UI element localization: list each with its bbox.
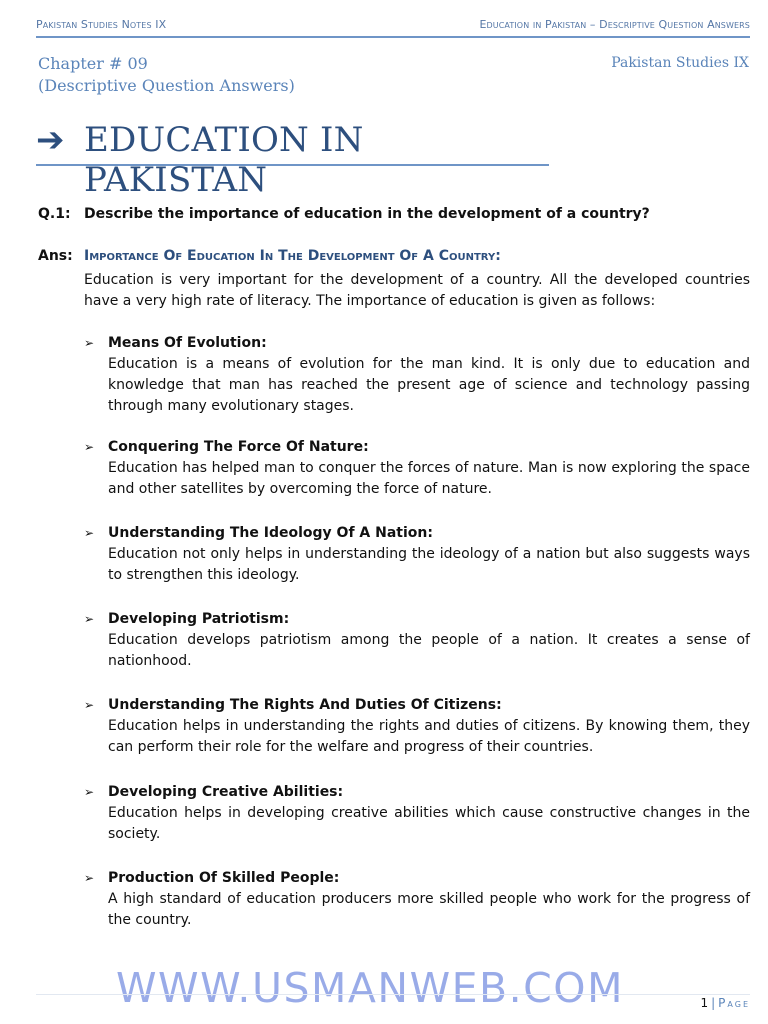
question-text: Describe the importance of education in the development of a country? (84, 206, 650, 222)
subject-label: Pakistan Studies IX (611, 55, 749, 71)
page-separator: | (711, 996, 716, 1010)
bullet-arrow-icon: ➢ (84, 612, 95, 626)
chapter-block (38, 53, 295, 97)
page-title: EDUCATION IN PAKISTAN (84, 120, 364, 200)
header-right-text: Education in Pakistan – Descriptive Question Answers (479, 18, 750, 31)
bullet-arrow-icon: ➢ (84, 785, 95, 799)
footer-divider (36, 994, 750, 995)
point-title: Conquering The Force Of Nature: (108, 439, 369, 455)
point-title: Production Of Skilled People: (108, 870, 340, 886)
watermark: WWW.USMANWEB.COM (116, 964, 624, 1012)
bullet-arrow-icon: ➢ (84, 440, 95, 454)
page-number (700, 996, 750, 1010)
point-text: A high standard of education producers more skilled people who work for the progress of the country. (108, 891, 750, 928)
point-title: Understanding The Rights And Duties Of Citizens: (108, 697, 502, 713)
header-left-text: Pakistan Studies Notes IX (36, 18, 167, 31)
page-label: Page (718, 996, 750, 1010)
chapter-subtitle: (Descriptive Question Answers) (38, 76, 295, 95)
answer-intro: Education is very important for the development of a country. All the developed countries have a very high rate of literacy. The importance of education is given as follows: (84, 272, 750, 309)
chapter-number: Chapter # 09 (38, 54, 148, 73)
point-title: Understanding The Ideology Of A Nation: (108, 525, 433, 541)
bullet-arrow-icon: ➢ (84, 698, 95, 712)
point-text: Education helps in understanding the rights and duties of citizens. By knowing them, they can perform their role for the welfare and progress of their countries. (108, 718, 750, 755)
bullet-arrow-icon: ➢ (84, 336, 95, 350)
point-title: Developing Creative Abilities: (108, 784, 344, 800)
bullet-arrow-icon: ➢ (84, 871, 95, 885)
question-label: Q.1: (38, 206, 71, 222)
point-title: Developing Patriotism: (108, 611, 290, 627)
point-title: Means Of Evolution: (108, 335, 267, 351)
page-header (36, 14, 750, 38)
page-number-value: 1 (700, 996, 709, 1010)
main-title-block (36, 118, 549, 200)
point-text: Education helps in developing creative abilities which cause constructive changes in the society. (108, 805, 750, 842)
answer-heading: Importance Of Education In The Development Of A Country: (84, 248, 501, 264)
arrow-icon: ➔ (36, 120, 65, 160)
point-text: Education has helped man to conquer the forces of nature. Man is now exploring the space and other satellites by overcoming the force of nature. (108, 460, 750, 497)
point-text: Education develops patriotism among the people of a nation. It creates a sense of nationhood. (108, 632, 750, 669)
point-text: Education is a means of evolution for the man kind. It is only due to education and knowledge that man has reached the present age of science and technology passing through many evolutionary stages. (108, 356, 750, 414)
bullet-arrow-icon: ➢ (84, 526, 95, 540)
point-text: Education not only helps in understanding the ideology of a nation but also suggests ways to strengthen this ideology. (108, 546, 750, 583)
answer-label: Ans: (38, 248, 73, 264)
